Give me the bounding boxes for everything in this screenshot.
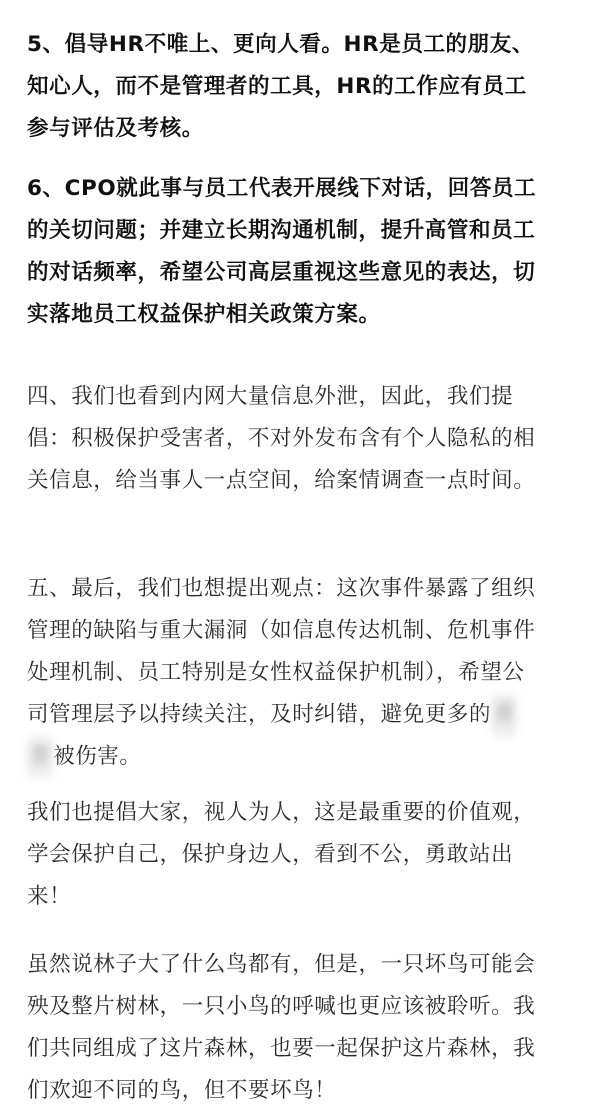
text-line: 的对话频率，希望公司高层重视这些意见的表达，切 [27, 260, 536, 285]
paragraph-advocate [27, 792, 587, 918]
text-line: 们欢迎不同的鸟，但不要坏鸟！ [27, 1078, 337, 1103]
text-line: 虽然说林子大了什么鸟都有，但是，一只坏鸟可能会 [27, 952, 536, 977]
text-fragment: 被伤害。 [53, 744, 142, 769]
text-line: 五、最后，我们也想提出观点：这次事件暴露了组织 [27, 576, 536, 601]
text-line: 四、我们也看到内网大量信息外泄，因此，我们提 [27, 384, 514, 409]
text-line [27, 736, 587, 778]
text-line: 处理机制、员工特别是女性权益保护机制），希望公 [27, 660, 525, 685]
text-line: 6、CPO就此事与员工代表开展线下对话，回答员工 [27, 176, 537, 201]
text-line: 知心人，而不是管理者的工具，HR的工作应有员工 [27, 74, 527, 99]
text-line: 管理的缺陷与重大漏洞（如信息传达机制、危机事件 [27, 618, 536, 643]
paragraph-section-5 [27, 568, 587, 778]
text-line [27, 694, 587, 736]
text-line: 倡：积极保护受害者，不对外发布含有个人隐私的相 [27, 426, 536, 451]
text-line: 来！ [27, 884, 72, 909]
paragraph-closing [27, 944, 587, 1112]
text-line: 实落地员工权益保护相关政策方案。 [27, 302, 381, 327]
redacted-text: 青 [491, 694, 517, 736]
text-line: 学会保护自己，保护身边人，看到不公，勇敢站出 [27, 842, 514, 867]
paragraph-section-4 [27, 376, 587, 502]
text-fragment: 司管理层予以持续关注，及时纠错，避免更多的 [27, 702, 492, 727]
paragraph-point-5 [27, 24, 587, 150]
text-line: 5、倡导HR不唯上、更向人看。HR是员工的朋友、 [27, 32, 534, 57]
text-line: 参与评估及考核。 [27, 116, 204, 141]
text-line: 的关切问题；并建立长期沟通机制，提升高管和员工 [27, 218, 536, 243]
paragraph-point-6 [27, 168, 587, 336]
text-line: 关信息，给当事人一点空间，给案情调查一点时间。 [27, 468, 536, 493]
text-line: 殃及整片树林，一只小鸟的呼喊也更应该被聆听。我 [27, 994, 536, 1019]
text-line: 我们也提倡大家，视人为人，这是最重要的价值观， [27, 800, 536, 825]
redacted-text: 青 [27, 736, 53, 778]
text-line: 们共同组成了这片森林，也要一起保护这片森林，我 [27, 1036, 536, 1061]
